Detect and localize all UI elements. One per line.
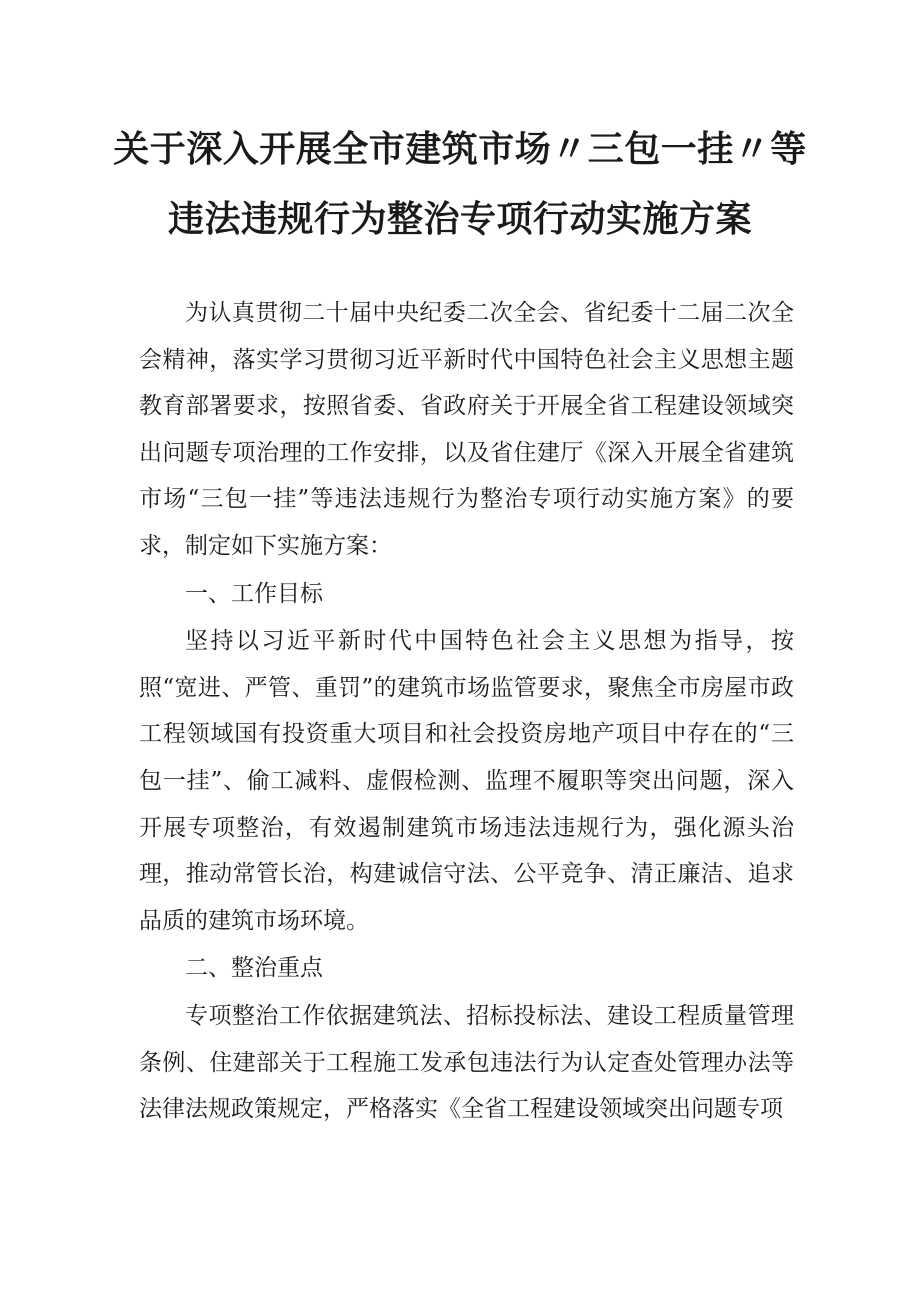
paragraph-focus: 专项整治工作依据建筑法、招标投标法、建设工程质量管理条例、住建部关于工程施工发承包违法行为认定查处管理办法等法律法规政策规定，严格落实《全省工程建设领域突出问题专项 (139, 1002, 794, 1123)
paragraph-goals: 坚持以习近平新时代中国特色社会主义思想为指导，按照“宽进、严管、重罚”的建筑市场监管要求，聚焦全市房屋市政工程领域国有投资重大项目和社会投资房地产项目中存在的“三包一挂”、偷工减料、虚假检测、监理不履职等突出问题，深入开展专项整治，有效遏制建筑市场违法违规行为，强化源头治理，推动常管长治，构建诚信守法、公平竞争、清正廉洁、追求品质的建筑市场环境。 (139, 628, 794, 934)
section-heading-goals: 一、工作目标 (185, 580, 323, 607)
paragraph-intro: 为认真贯彻二十届中央纪委二次全会、省纪委十二届二次全会精神，落实学习贯彻习近平新时代中国特色社会主义思想主题教育部署要求，按照省委、省政府关于开展全省工程建设领域突出问题专项治理的工作安排，以及省住建厅《深入开展全省建筑市场“三包一挂”等违法违规行为整治专项行动实施方案》的要求，制定如下实施方案： (139, 300, 794, 559)
section-heading-focus: 二、整治重点 (185, 955, 323, 982)
document-body (139, 290, 794, 1133)
document-title-line-2: 违法违规行为整治专项行动实施方案 (167, 199, 752, 240)
document-title-line-1: 关于深入开展全市建筑市场〃三包一挂〃等 (113, 129, 807, 170)
